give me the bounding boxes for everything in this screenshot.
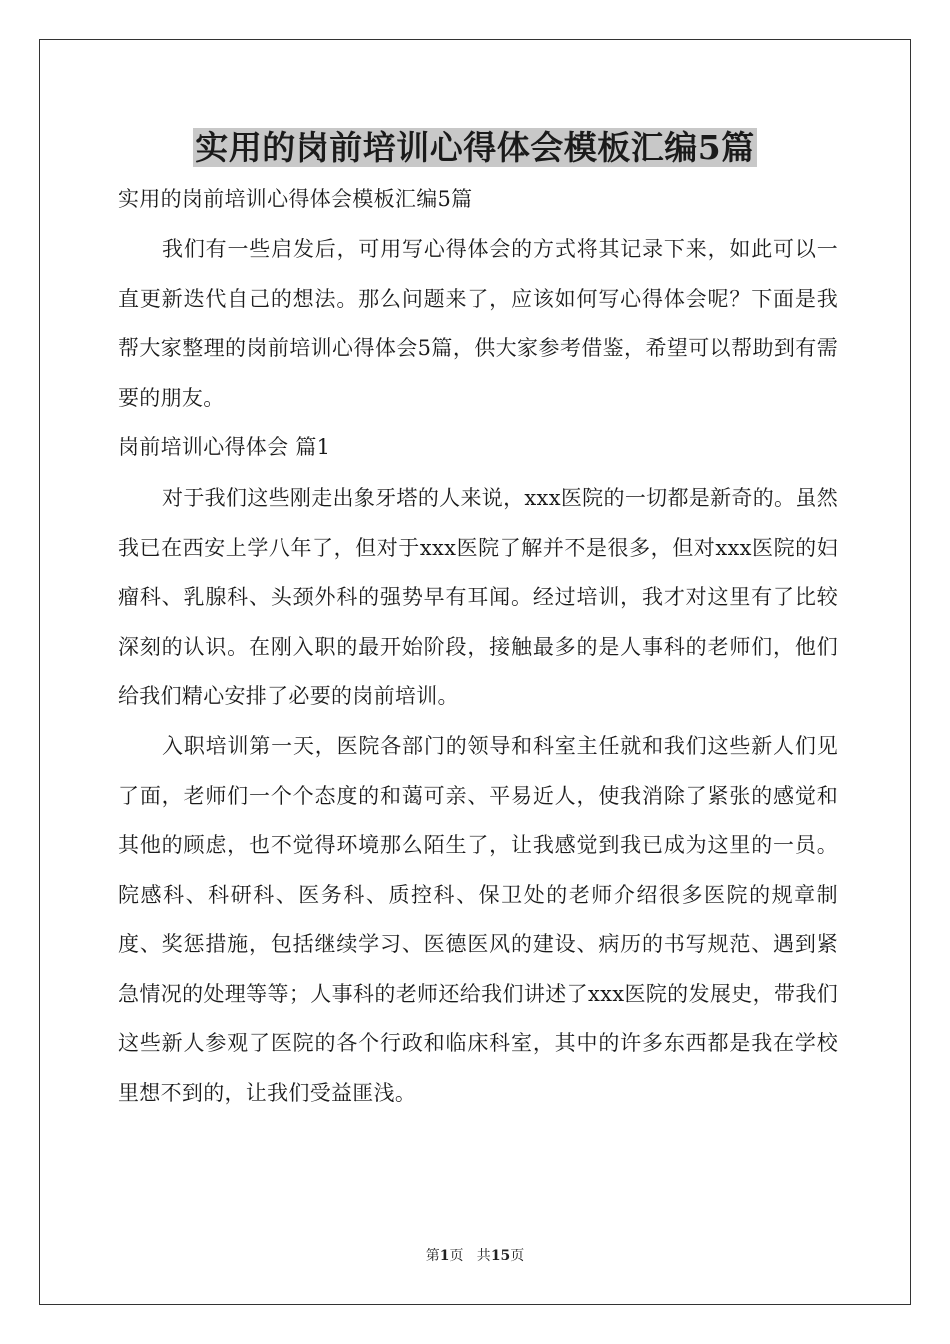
footer-page-total: 15	[490, 1248, 511, 1264]
footer-page-current: 1	[439, 1248, 450, 1264]
footer-page-mid: 页 共	[449, 1248, 491, 1264]
footer-page-prefix: 第	[425, 1248, 440, 1264]
document-title	[0, 124, 950, 172]
document-subtitle: 实用的岗前培训心得体会模板汇编5篇	[118, 187, 473, 211]
section-heading: 岗前培训心得体会 篇1	[118, 435, 331, 459]
intro-paragraph: 我们有一些启发后，可用写心得体会的方式将其记录下来，如此可以一直更新迭代自己的想法。那么问题来了，应该如何写心得体会呢？下面是我帮大家整理的岗前培训心得体会5篇，供大家参考借鉴，希望可以帮助到有需要的朋友。	[118, 237, 838, 410]
body-paragraph: 对于我们这些刚走出象牙塔的人来说，xxx医院的一切都是新奇的。虽然我已在西安上学八年了，但对于xxx医院了解并不是很多，但对xxx医院的妇瘤科、乳腺科、头颈外科的强势早有耳闻。经过培训，我才对这里有了比较深刻的认识。在刚入职的最开始阶段，接触最多的是人事科的老师们，他们给我们精心安排了必要的岗前培训。	[118, 486, 838, 708]
body-paragraph: 入职培训第一天，医院各部门的领导和科室主任就和我们这些新人们见了面，老师们一个个态度的和蔼可亲、平易近人，使我消除了紧张的感觉和其他的顾虑，也不觉得环境那么陌生了，让我感觉到我已成为这里的一员。院感科、科研科、医务科、质控科、保卫处的老师介绍很多医院的规章制度、奖惩措施，包括继续学习、医德医风的建设、病历的书写规范、遇到紧急情况的处理等等；人事科的老师还给我们讲述了xxx医院的发展史，带我们这些新人参观了医院的各个行政和临床科室，其中的许多东西都是我在学校里想不到的，让我们受益匪浅。	[118, 734, 838, 1105]
document-title-text: 实用的岗前培训心得体会模板汇编5篇	[195, 128, 755, 167]
footer-page-suffix: 页	[510, 1248, 525, 1264]
page-footer	[0, 1246, 950, 1266]
